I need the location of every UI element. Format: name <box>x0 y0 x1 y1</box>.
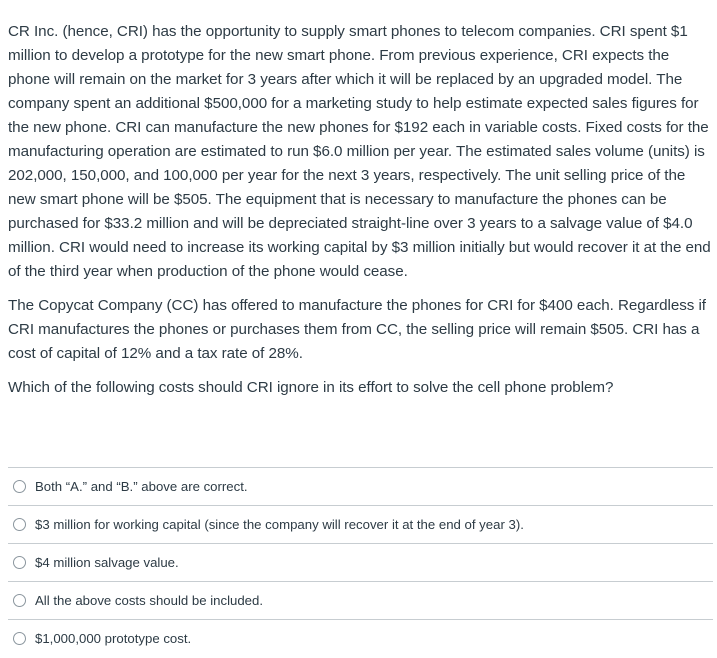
question-paragraph: CR Inc. (hence, CRI) has the opportunity to supply smart phones to telecom companies. CRI spent $1 million to develop a prototype for the new smart phone. From previous experience, CRI expects the phone will remain on the market for 3 years after which it will be replaced by an upgraded model. The company spent an additional $500,000 for a marketing study to help estimate expected sales figures for the new phone. CRI can manufacture the new phones for $192 each in variable costs. Fixed costs for the manufacturing operation are estimated to run $6.0 million per year. The estimated sales volume (units) is 202,000, 150,000, and 100,000 per year for the next 3 years, respectively. The unit selling price of the new smart phone will be $505. The equipment that is necessary to manufacture the phones can be purchased for $33.2 million and will be depreciated straight-line over 3 years to a salvage value of $4.0 million. CRI would need to increase its working capital by $3 million initially but would recover it at the end of the third year when production of the phone would cease. <box>8 23 711 280</box>
answer-label: $1,000,000 prototype cost. <box>35 631 192 646</box>
radio-button[interactable] <box>13 556 26 569</box>
answer-label: Both “A.” and “B.” above are correct. <box>35 479 248 494</box>
answer-option[interactable] <box>8 505 713 543</box>
radio-button[interactable] <box>13 594 26 607</box>
answer-list <box>8 467 713 657</box>
question-paragraph: The Copycat Company (CC) has offered to manufacture the phones for CRI for $400 each. Regardless if CRI manufactures the phones or purchases them from CC, the selling price will remain $505. CRI has a cost of capital of 12% and a tax rate of 28%. <box>8 297 706 362</box>
radio-button[interactable] <box>13 480 26 493</box>
answer-label: All the above costs should be included. <box>35 593 263 608</box>
radio-button[interactable] <box>13 518 26 531</box>
answer-label: $4 million salvage value. <box>35 555 179 570</box>
answer-option[interactable] <box>8 543 713 581</box>
radio-button[interactable] <box>13 632 26 645</box>
answer-option[interactable] <box>8 467 713 505</box>
answer-option[interactable] <box>8 581 713 619</box>
answer-option[interactable] <box>8 619 713 657</box>
question-text <box>8 20 713 400</box>
question-prompt: Which of the following costs should CRI ignore in its effort to solve the cell phone problem? <box>8 379 614 396</box>
answer-label: $3 million for working capital (since the company will recover it at the end of year 3). <box>35 517 524 532</box>
